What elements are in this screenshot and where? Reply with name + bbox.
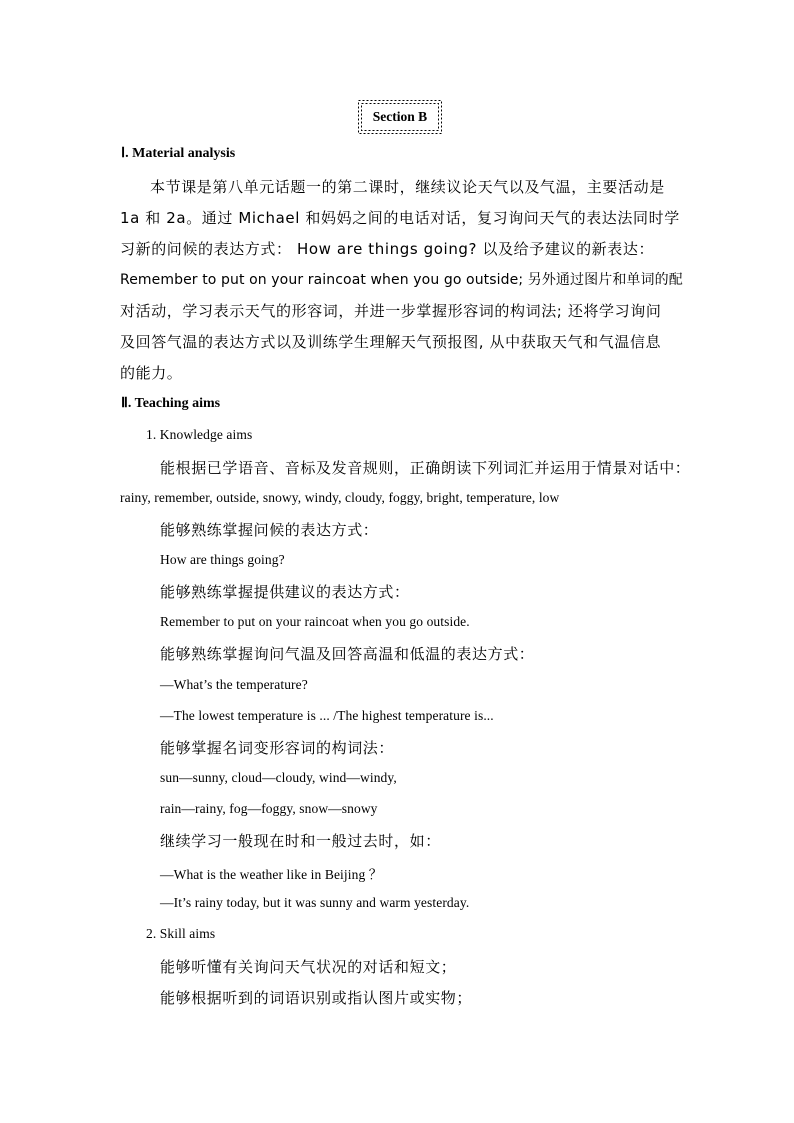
aim-line: 能够熟练掌握询问气温及回答高温和低温的表达方式： (160, 645, 535, 663)
section-title-box (358, 100, 442, 134)
knowledge-aims-subheading: 1. Knowledge aims (146, 427, 253, 442)
aim-line: 继续学习一般现在时和一般过去时，如： (160, 832, 441, 850)
paragraph-line: 的能力。 (120, 364, 183, 382)
example-line: How are things going? (160, 552, 285, 567)
example-line: rain—rainy, fog—foggy, snow—snowy (160, 801, 378, 816)
example-line: —What is the weather like in Beijing ？ (160, 867, 383, 882)
example-line: sun—sunny, cloud—cloudy, wind—windy, (160, 770, 397, 785)
paragraph-line: 1a 和 2a。通过 Michael 和妈妈之间的电话对话，复习询问天气的表达法同时学 (120, 209, 680, 227)
paragraph-line: 及回答气温的表达方式以及训练学生理解天气预报图, 从中获取天气和气温信息 (120, 333, 662, 351)
aim-line: 能够根据听到的词语识别或指认图片或实物； (160, 989, 473, 1007)
section-title: Section B (372, 109, 428, 124)
paragraph-line: 对活动，学习表示天气的形容词，并进一步掌握形容词的构词法; 还将学习询问 (120, 302, 662, 320)
material-analysis-heading: Ⅰ. Material analysis (121, 146, 236, 161)
vocabulary-line: rainy, remember, outside, snowy, windy, cloudy, foggy, bright, temperature, low (120, 490, 560, 505)
example-line: —What’s the temperature? (160, 677, 308, 692)
example-line: —It’s rainy today, but it was sunny and warm yesterday. (160, 895, 470, 910)
paragraph-line: 习新的问候的表达方式： How are things going? 以及给予建议的新表达： (120, 240, 655, 258)
aim-line: 能够掌握名词变形容词的构词法： (160, 739, 395, 757)
aim-line: 能够听懂有关询问天气状况的对话和短文； (160, 958, 457, 976)
example-line: Remember to put on your raincoat when you go outside. (160, 614, 470, 629)
aim-line: 能够熟练掌握提供建议的表达方式： (160, 583, 410, 601)
aim-line: 能根据已学语音、音标及发音规则，正确朗读下列词汇并运用于情景对话中： (160, 459, 691, 477)
paragraph-line: 本节课是第八单元话题一的第二课时，继续议论天气以及气温，主要活动是 (150, 178, 665, 196)
teaching-aims-heading: Ⅱ. Teaching aims (121, 396, 221, 411)
aim-line: 能够熟练掌握问候的表达方式： (160, 521, 379, 539)
example-line: —The lowest temperature is ... /The highest temperature is... (160, 708, 494, 723)
skill-aims-subheading: 2. Skill aims (146, 926, 216, 941)
paragraph-line: Remember to put on your raincoat when you go outside; 另外通过图片和单词的配 (120, 272, 683, 288)
